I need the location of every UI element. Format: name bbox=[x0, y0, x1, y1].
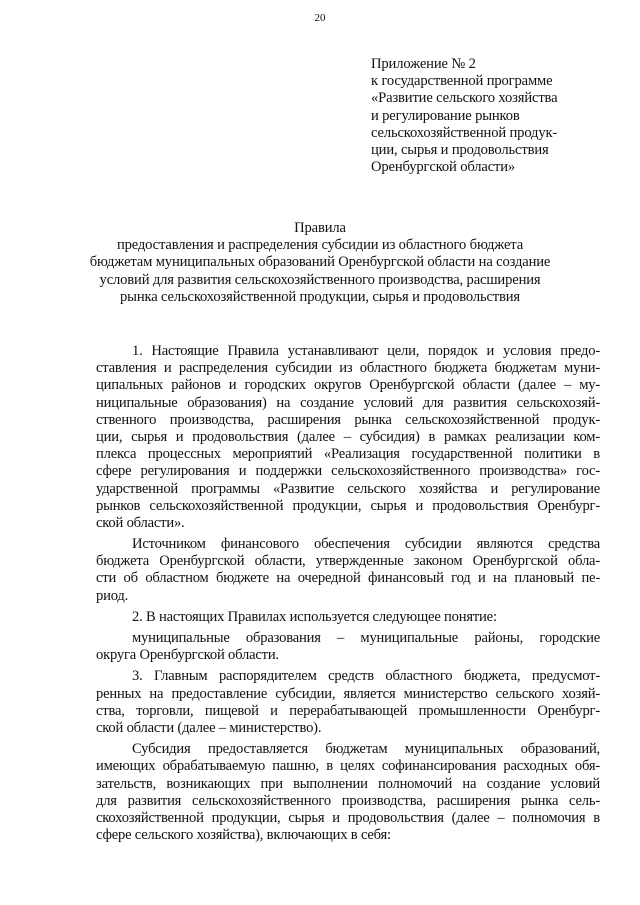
title-subtitle-line: бюджетам муниципальных образований Оренбургской области на создание bbox=[89, 254, 551, 271]
paragraph-line: Субсидия предоставляется бюджетам муниципальных образований, bbox=[132, 741, 600, 758]
paragraph-line: ниципальные образования) на создание условий для развития сельскохозяй- bbox=[96, 394, 600, 411]
paragraph-line: округа Оренбургской области. bbox=[96, 647, 279, 664]
appendix-line: Оренбургской области» bbox=[371, 159, 516, 176]
appendix-line: к государственной программе bbox=[371, 73, 553, 90]
paragraph-line: 3. Главным распорядителем средств областного бюджета, предусмот- bbox=[132, 668, 600, 685]
paragraph bbox=[96, 630, 600, 664]
paragraph-line: скохозяйственной продукции, сырья и продовольствия (далее – полномочия в bbox=[96, 809, 600, 826]
paragraph-line: Источником финансового обеспечения субсидии являются средства bbox=[132, 536, 600, 553]
paragraph-line: рынков сельскохозяйственной продукции, сырья и продовольствия Оренбург- bbox=[96, 497, 600, 514]
paragraph-line: сфере регулирования и поддержки сельскохозяйственного производства» гос- bbox=[96, 463, 600, 480]
paragraph bbox=[96, 668, 600, 737]
appendix-line: «Развитие сельского хозяйства bbox=[371, 90, 558, 107]
title-heading: Правила bbox=[294, 220, 346, 236]
paragraph-line: ской области (далее – министерство). bbox=[96, 719, 322, 736]
paragraph-line: имеющих обрабатываемую пашню, в целях софинансирования расходных обя- bbox=[96, 758, 600, 775]
paragraph-line: ской области». bbox=[96, 514, 185, 531]
title-subtitle-line: рынка сельскохозяйственной продукции, сырья и продовольствия bbox=[120, 288, 520, 305]
appendix-line: и регулирование рынков bbox=[371, 107, 520, 124]
paragraph-line: ставления и распределения субсидии из областного бюджета бюджетам муни- bbox=[96, 360, 600, 377]
appendix-line: ции, сырья и продовольствия bbox=[371, 142, 549, 159]
paragraph bbox=[96, 536, 600, 605]
paragraph-line: ципальных районов и городских округов Оренбургской области (далее – му- bbox=[96, 377, 600, 394]
paragraph-line: ства, торговли, пищевой и перерабатывающей промышленности Оренбург- bbox=[96, 702, 600, 719]
document-title bbox=[0, 220, 640, 306]
paragraph-line: риод. bbox=[96, 587, 129, 604]
title-subtitle-line: условий для развития сельскохозяйственного производства, расширения bbox=[99, 271, 541, 288]
paragraph-line: сти об областном бюджете на очередной финансовый год и на плановый пе- bbox=[96, 570, 600, 587]
appendix-header bbox=[371, 56, 601, 176]
paragraph-line: ударственной программы «Развитие сельского хозяйства и регулирование bbox=[96, 480, 600, 497]
paragraph-line: зательств, возникающих при выполнении полномочий на создание условий bbox=[96, 775, 600, 792]
paragraph-line: ции, сырья и продовольствия (далее – субсидия) в рамках реализации ком- bbox=[96, 428, 600, 445]
paragraph-line: 1. Настоящие Правила устанавливают цели, порядок и условия предо- bbox=[132, 343, 600, 359]
appendix-line: сельскохозяйственной продук- bbox=[371, 124, 558, 141]
paragraph bbox=[96, 609, 600, 626]
appendix-line: Приложение № 2 bbox=[371, 56, 476, 72]
paragraph-line: сфере сельского хозяйства), включающих в себя: bbox=[96, 827, 391, 844]
paragraph bbox=[96, 741, 600, 844]
paragraph bbox=[96, 343, 600, 532]
paragraph-line: ренных на предоставление субсидии, является министерство сельского хозяй- bbox=[96, 685, 600, 702]
page-number: 20 bbox=[314, 12, 326, 24]
paragraph-line: для развития сельскохозяйственного производства, расширения рынка сель- bbox=[96, 792, 600, 809]
document-body bbox=[96, 343, 600, 844]
paragraph-line: бюджета Оренбургской области, утвержденные законом Оренбургской обла- bbox=[96, 553, 600, 570]
paragraph-line: плекса процессных мероприятий «Реализация государственной политики в bbox=[96, 446, 600, 463]
paragraph-line: 2. В настоящих Правилах используется следующее понятие: bbox=[132, 608, 497, 625]
title-subtitle-line: предоставления и распределения субсидии из областного бюджета bbox=[116, 237, 524, 254]
paragraph-line: ственного производства, расширения рынка сельскохозяйственной продук- bbox=[96, 411, 600, 428]
paragraph-line: муниципальные образования – муниципальные районы, городские bbox=[132, 630, 600, 646]
